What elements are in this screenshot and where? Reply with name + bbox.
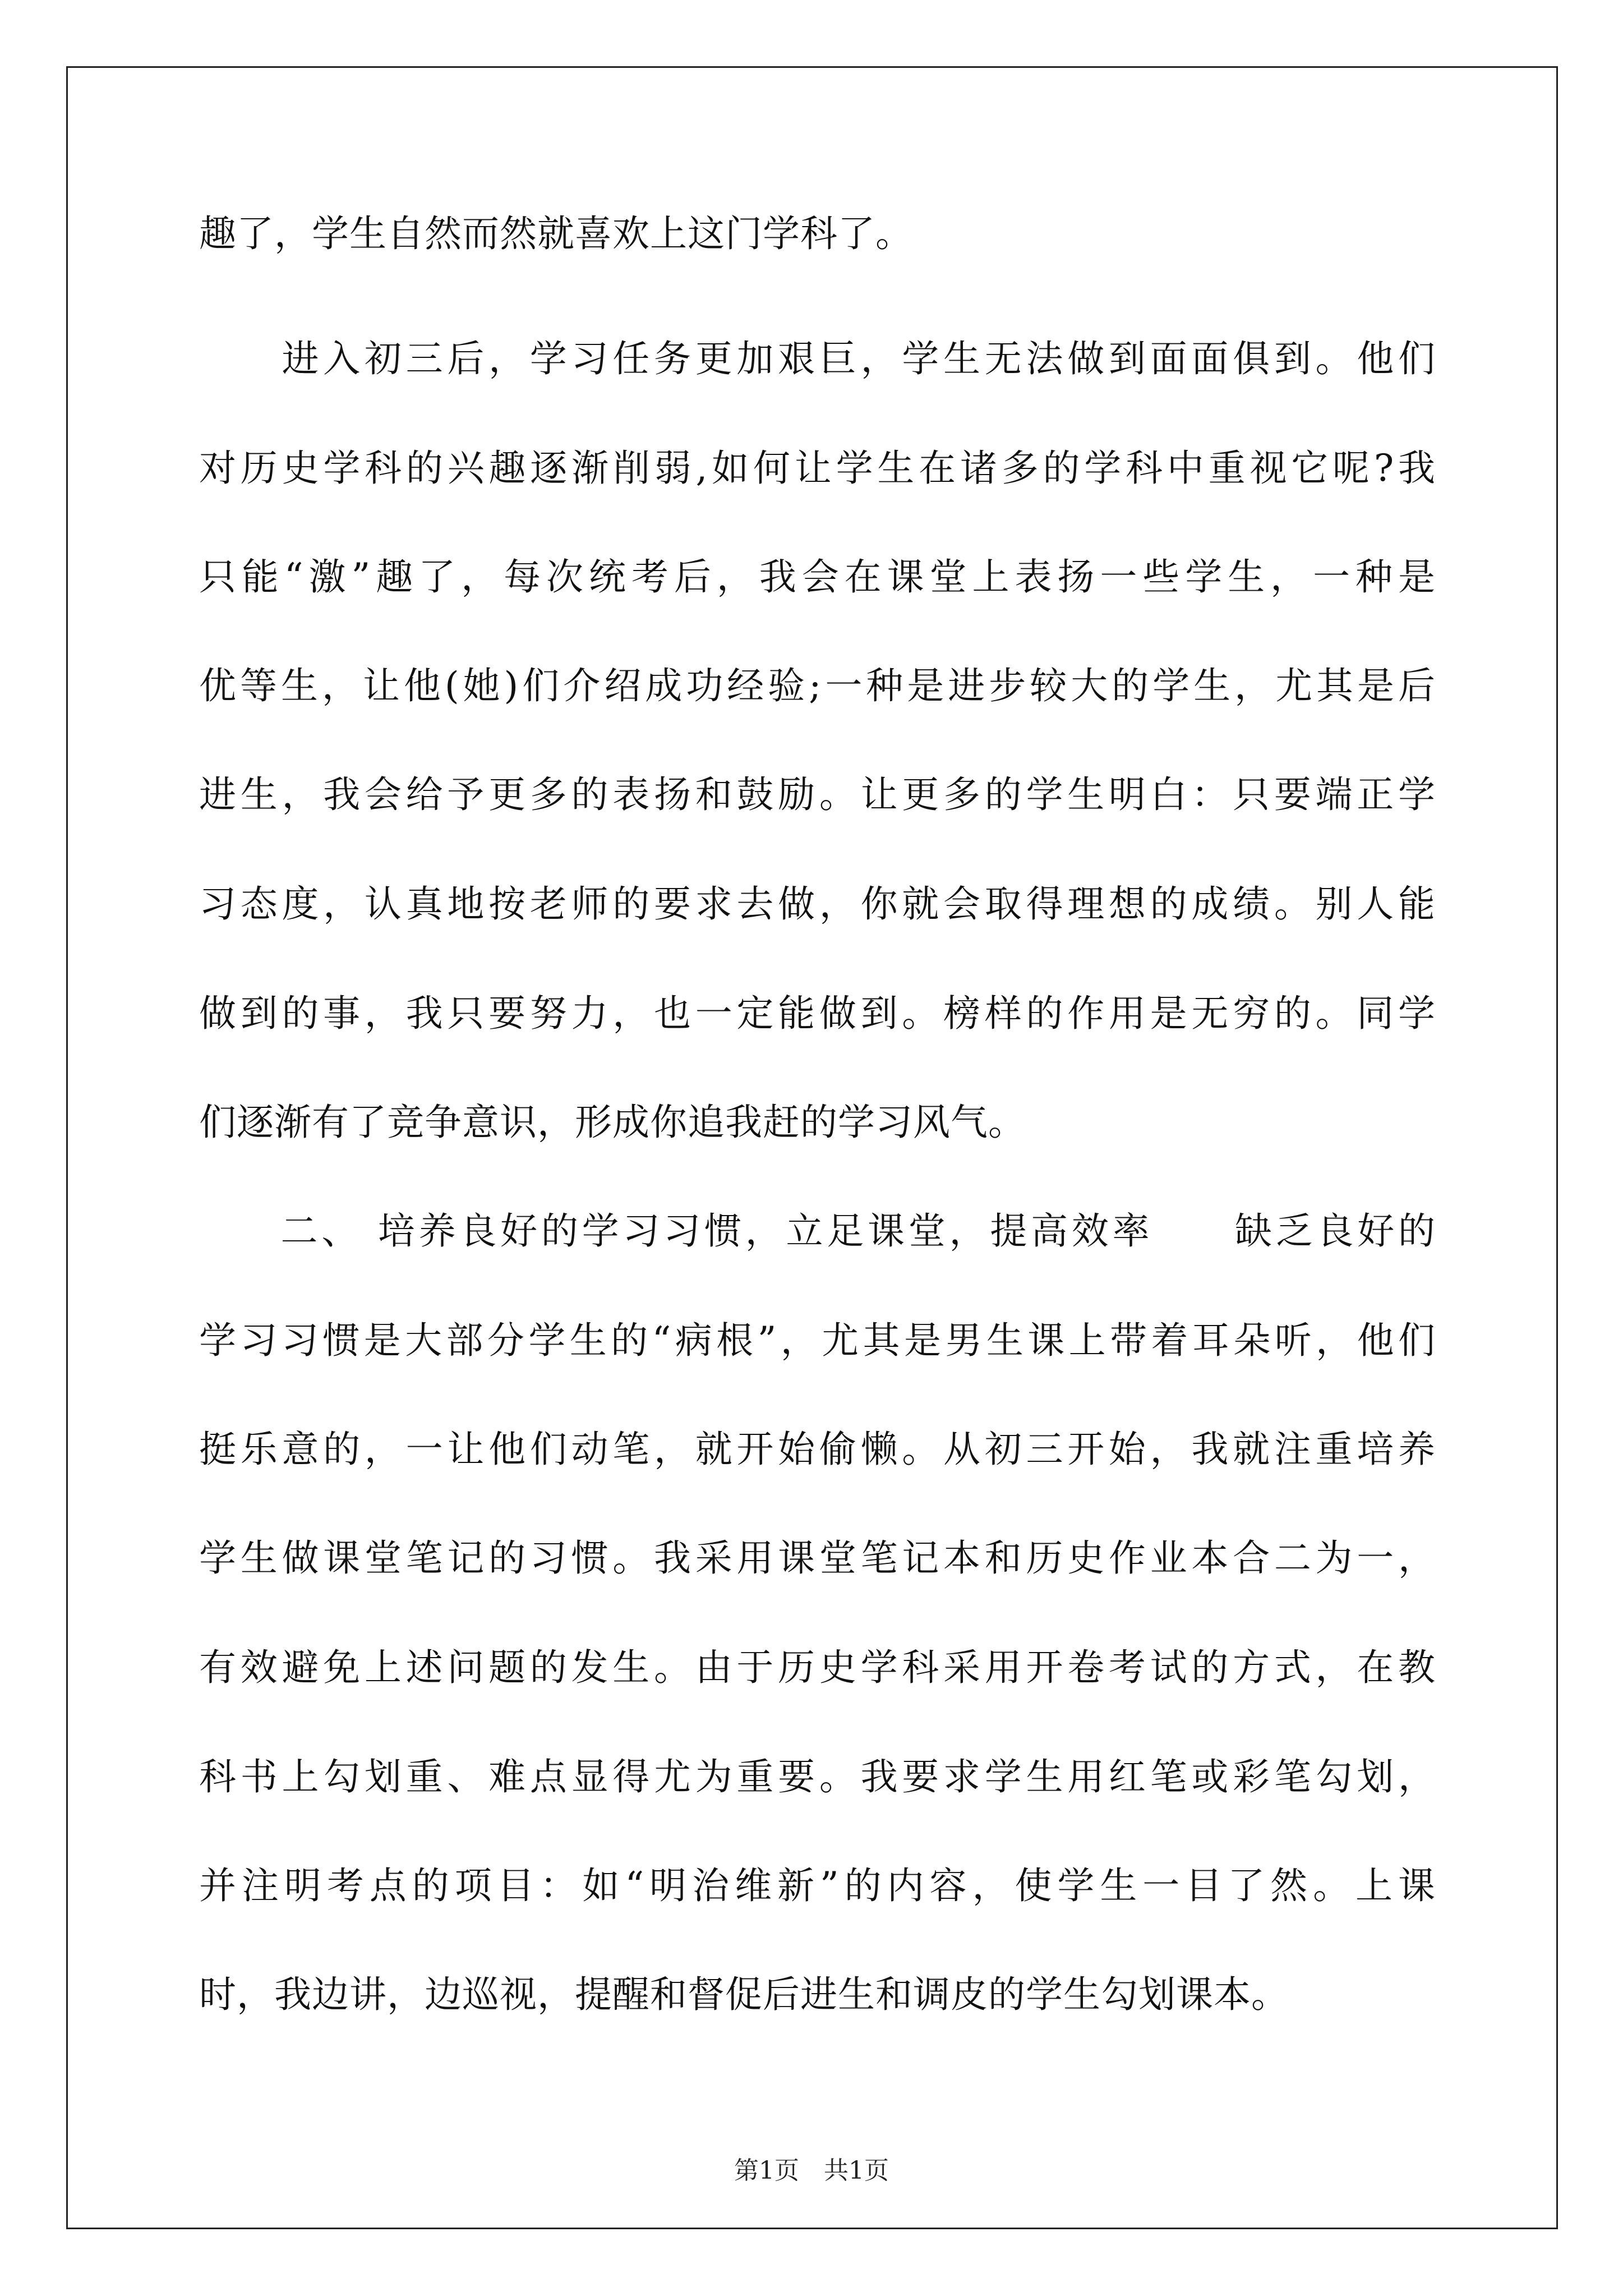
text-line: 学习习惯是大部分学生的“病根”，尤其是男生课上带着耳朵听，他们 (199, 1319, 1436, 1362)
text-line: 时，我边讲，边巡视，提醒和督促后进生和调皮的学生勾划课本。 (199, 1973, 1289, 2016)
text-line: 习态度，认真地按老师的要求去做，你就会取得理想的成绩。别人能 (199, 882, 1436, 926)
page-footer: 第1页 共1页 (734, 2156, 889, 2185)
text-line: 做到的事，我只要努力，也一定能做到。榜样的作用是无穷的。同学 (199, 992, 1436, 1035)
text-line: 挺乐意的，一让他们动笔，就开始偷懒。从初三开始，我就注重培养 (199, 1428, 1436, 1471)
text-line: 优等生，让他(她)们介绍成功经验;一种是进步较大的学生，尤其是后 (199, 664, 1436, 707)
text-line: 学生做课堂笔记的习惯。我采用课堂笔记本和历史作业本合二为一， (199, 1536, 1436, 1580)
text-line: 科书上勾划重、难点显得尤为重要。我要求学生用红笔或彩笔勾划， (199, 1755, 1436, 1798)
text-line: 趣了，学生自然而然就喜欢上这门学科了。 (199, 212, 913, 255)
text-line: 二、 培养良好的学习习惯，立足课堂，提高效率 缺乏良好的 (199, 1209, 1436, 1253)
text-line: 对历史学科的兴趣逐渐削弱,如何让学生在诸多的学科中重视它呢?我 (199, 447, 1436, 490)
text-line: 们逐渐有了竞争意识，形成你追我赶的学习风气。 (199, 1101, 1026, 1144)
text-line: 进生，我会给予更多的表扬和鼓励。让更多的学生明白：只要端正学 (199, 773, 1436, 816)
text-line: 进入初三后，学习任务更加艰巨，学生无法做到面面俱到。他们 (199, 337, 1436, 380)
text-line: 并注明考点的项目：如“明治维新”的内容，使学生一目了然。上课 (199, 1864, 1436, 1907)
text-line: 只能“激”趣了，每次统考后，我会在课堂上表扬一些学生，一种是 (199, 555, 1436, 599)
text-line: 有效避免上述问题的发生。由于历史学科采用开卷考试的方式，在教 (199, 1646, 1436, 1689)
